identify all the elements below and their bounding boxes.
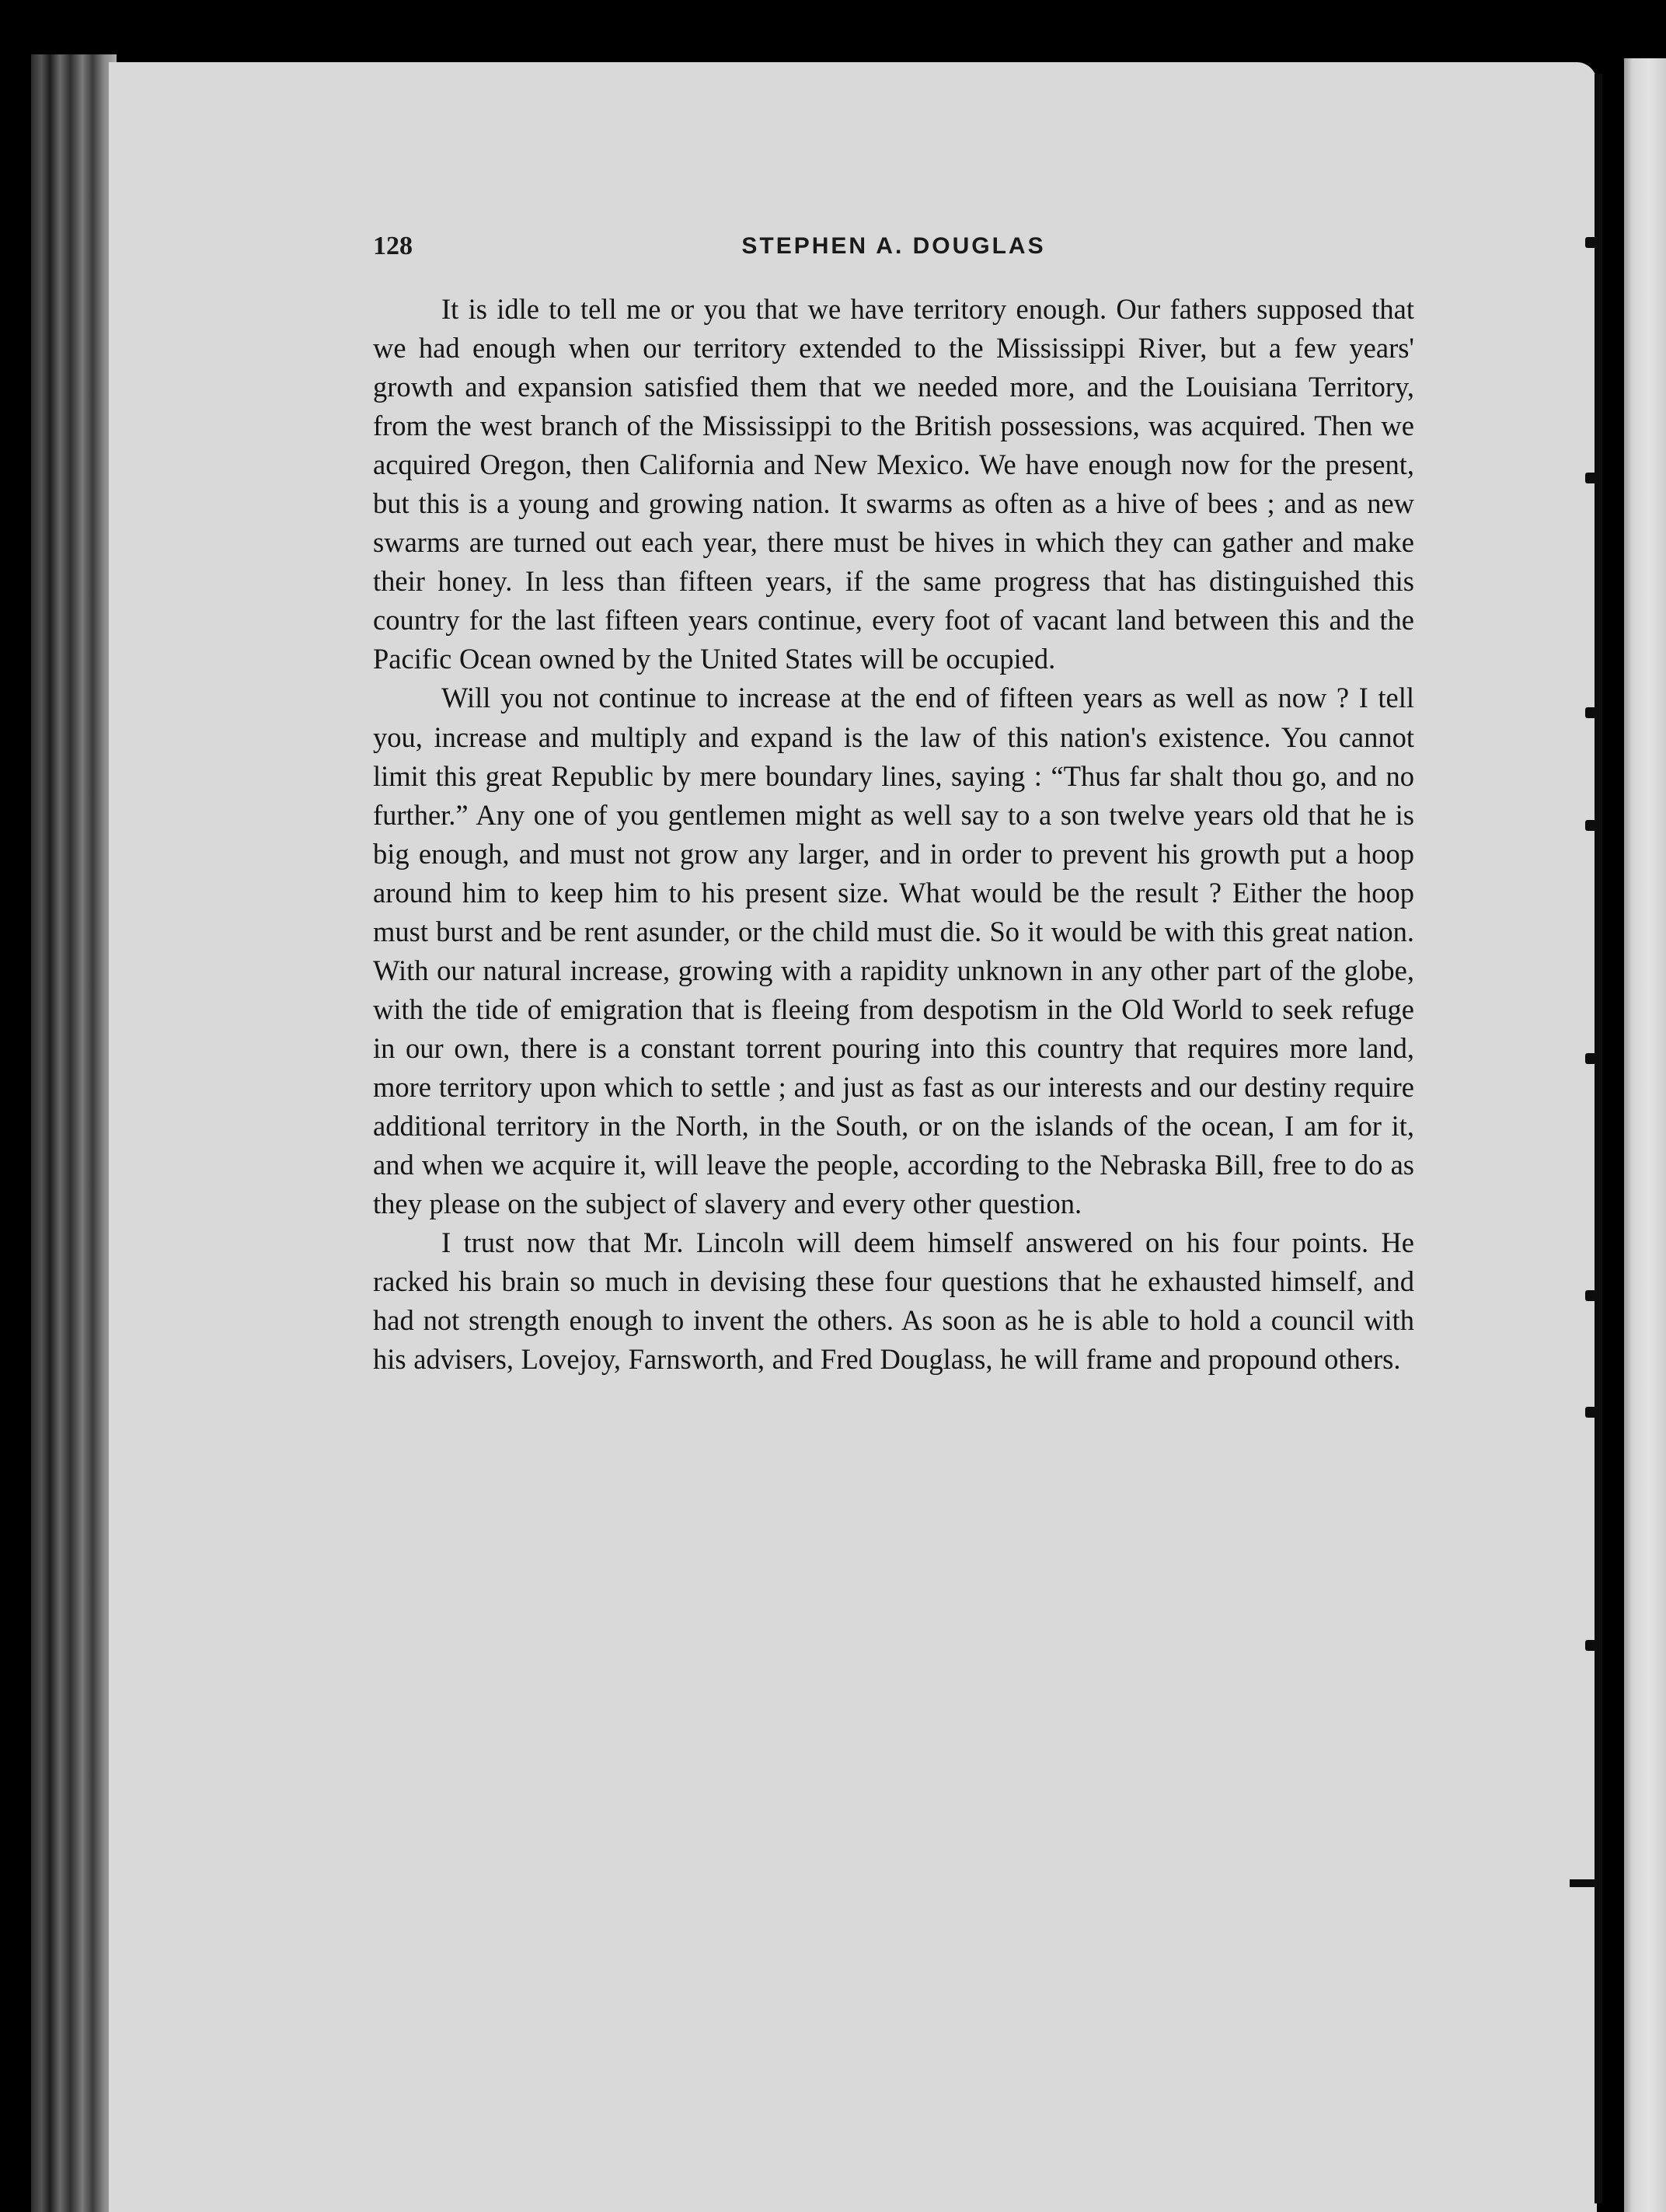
- gutter-notch: [1585, 820, 1601, 831]
- gutter-notch: [1585, 1053, 1601, 1064]
- book-binding-edge: [31, 54, 117, 2212]
- page-header: [373, 232, 1414, 270]
- gutter-notch: [1585, 473, 1601, 483]
- gutter-notch: [1585, 1407, 1601, 1418]
- gutter-notch: [1585, 707, 1601, 718]
- gutter-notch: [1585, 1290, 1601, 1301]
- body-text: [373, 290, 1414, 1379]
- adjacent-page-edge: [1624, 58, 1666, 2212]
- running-head: STEPHEN A. DOUGLAS: [741, 233, 1046, 259]
- paragraph: It is idle to tell me or you that we have territory enough. Our fathers supposed that we had enough when our territory extended to the Mississippi River, but a few years' growth and expansion satisfied them that we needed more, and the Louisiana Territory, from the west branch of the Mississippi to the British possessions, was acquired. Then we acquired Oregon, then California and New Mexico. We have enough now for the present, but this is a young and growing nation. It swarms as often as a hive of bees ; and as new swarms are turned out each year, there must be hives in which they can gather and make their honey. In less than fifteen years, if the same progress that has distinguished this country for the last fifteen years continue, every foot of vacant land between this and the Pacific Ocean owned by the United States will be occupied.: [373, 293, 1414, 675]
- paragraph: I trust now that Mr. Lincoln will deem himself answered on his four points. He racked his brain so much in devising these four questions that he exhausted himself, and had not strength enough to invent the others. As soon as he is able to hold a council with his advisers, Lovejoy, Farnsworth, and Fred Douglass, he will frame and propound others.: [373, 1226, 1414, 1376]
- page-number: 128: [373, 232, 413, 260]
- paragraph: Will you not continue to increase at the end of fifteen years as well as now ? I tell you, increase and multiply and expand is the law of this nation's existence. You cannot limit this great Republic by mere boundary lines, saying : “Thus far shalt thou go, and no further.” Any one of you gentlemen might as well say to a son twelve years old that he is big enough, and must not grow any larger, and in order to prevent his growth put a hoop around him to keep him to his present size. What would be the result ? Either the hoop must burst and be rent asunder, or the child must die. So it would be with this great nation. With our natural increase, growing with a rapidity unknown in any other part of the globe, with the tide of emigration that is fleeing from despotism in the Old World to seek refuge in our own, there is a constant torrent pouring into this country that requires more land, more territory upon which to settle ; and just as fast as our interests and our destiny require additional territory in the North, in the South, or on the islands of the ocean, I am for it, and when we acquire it, will leave the people, according to the Nebraska Bill, free to do as they please on the subject of slavery and every other question.: [373, 682, 1414, 1220]
- gutter-notch: [1585, 1640, 1601, 1651]
- gutter-notch: [1585, 237, 1601, 248]
- gutter-bracket: [1570, 1879, 1601, 1887]
